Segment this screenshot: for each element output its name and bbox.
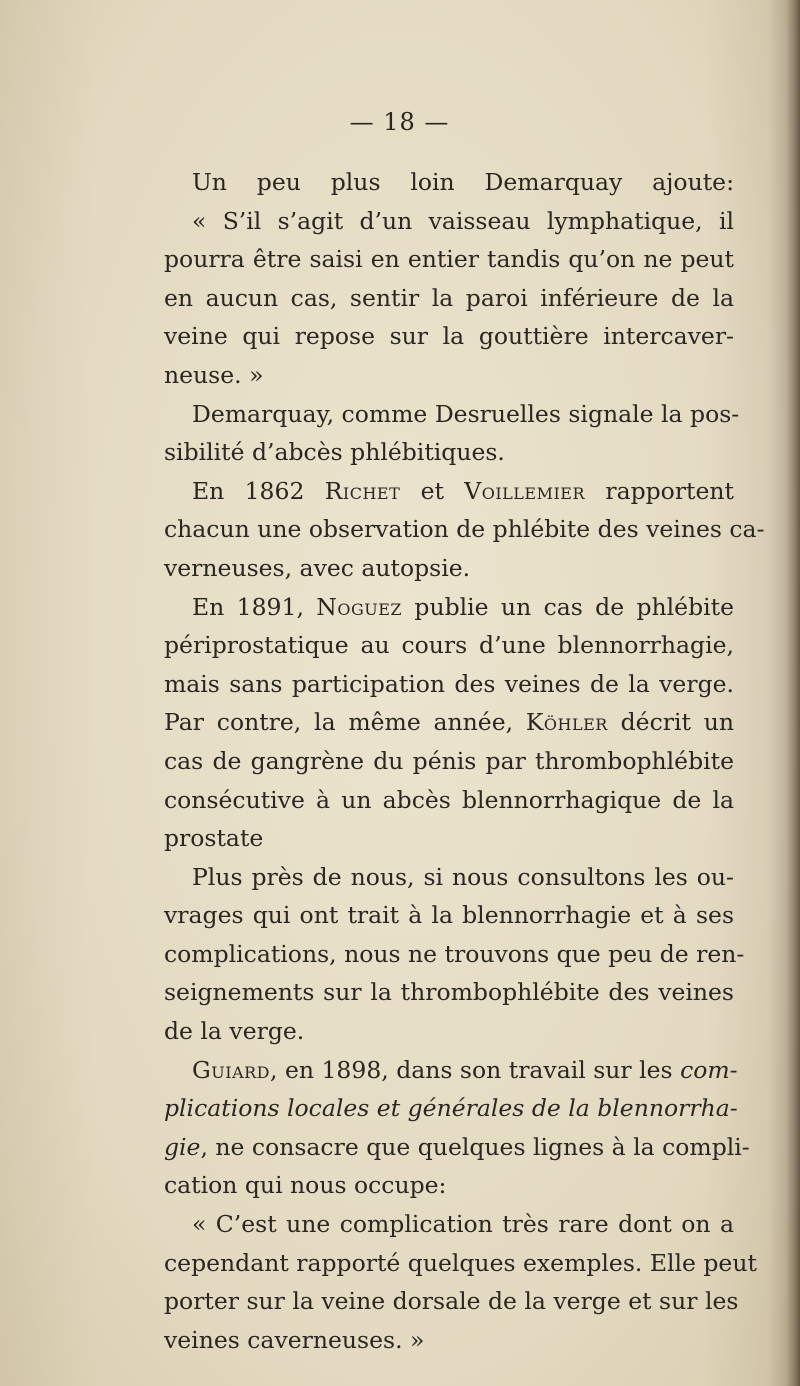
text-span: mais sans participation des veines de la verge. [164, 669, 734, 698]
text-span: veines caverneuses. » [164, 1325, 425, 1354]
text-span: « C’est une complication très rare dont on a [192, 1210, 734, 1239]
text-line [164, 665, 734, 704]
text-line [164, 1128, 750, 1167]
text-span: prostate [164, 824, 264, 853]
text-line [164, 395, 740, 434]
text-span: seignements sur la thrombophlébite des veines [164, 978, 734, 1007]
text-line [164, 896, 734, 935]
text-span: neuse. » [164, 360, 264, 389]
text-span: de la verge. [164, 1017, 305, 1046]
text-span: cas de gangrène du pénis par thrombophlébite [164, 746, 734, 775]
text-span: décrit un [607, 708, 734, 737]
text-span: porter sur la veine dorsale de la verge et sur les [164, 1287, 739, 1316]
book-title: plications locales et générales de la blennorrha- [164, 1094, 738, 1123]
text-line [164, 1321, 734, 1360]
text-span: vrages qui ont trait à la blennorrhagie et à ses [164, 901, 734, 930]
text-span: rapportent [585, 476, 734, 505]
text-span: Par contre, la même année, [164, 708, 526, 737]
text-line [164, 202, 734, 241]
text-line [164, 1244, 757, 1283]
text-span: Demarquay, comme Desruelles signale la pos- [192, 399, 740, 428]
author-name: Noguez [316, 592, 403, 621]
text-span: Plus près de nous, si nous consultons les ou- [192, 862, 734, 891]
text-span: en aucun cas, sentir la paroi inférieure de la [164, 283, 734, 312]
text-line [164, 433, 734, 472]
text-span: verneuses, avec autopsie. [164, 553, 471, 582]
text-line [164, 1282, 739, 1321]
text-line [164, 1166, 734, 1205]
text-line [164, 1205, 734, 1244]
text-line [164, 935, 745, 974]
text-line [164, 356, 734, 395]
book-title: gie [164, 1132, 201, 1161]
text-line [164, 703, 734, 742]
text-span: Un peu plus loin Demarquay ajoute: [192, 168, 734, 196]
text-span: , en 1898, dans son travail sur les [270, 1055, 681, 1084]
book-title: com- [680, 1055, 738, 1084]
text-line [164, 240, 734, 279]
text-span: cependant rapporté quelques exemples. Elle peut [164, 1248, 757, 1277]
text-span: En 1862 [192, 476, 325, 505]
author-name: Guiard [192, 1055, 271, 1084]
text-span: publie un cas de phlébite [402, 592, 734, 621]
author-name: Köhler [525, 708, 608, 737]
text-line [164, 549, 734, 588]
text-span: consécutive à un abcès blennorrhagique de la [164, 785, 734, 814]
text-line [164, 781, 734, 820]
body-text [164, 163, 765, 1359]
page-binding-edge [786, 0, 800, 1386]
text-span: chacun une observation de phlébite des veines ca- [164, 515, 765, 544]
text-span: cation qui nous occupe: [164, 1171, 447, 1200]
text-span: veine qui repose sur la gouttière intercaver- [164, 322, 734, 351]
text-line [164, 510, 765, 549]
author-name: Voillemier [464, 476, 586, 505]
text-line [164, 588, 734, 627]
text-span: périprostatique au cours d’une blennorrhagie, [164, 631, 734, 660]
text-span: , ne consacre que quelques lignes à la compli- [200, 1132, 750, 1161]
text-span: et [400, 476, 465, 505]
page-number: — 18 — [349, 108, 450, 136]
text-line [164, 163, 734, 202]
text-span: « S’il s’agit d’un vaisseau lymphatique, il [192, 206, 734, 235]
text-line [164, 317, 734, 356]
text-line [164, 858, 734, 897]
text-line [164, 742, 734, 781]
text-line [164, 973, 734, 1012]
text-line [164, 279, 734, 318]
text-span: complications, nous ne trouvons que peu de ren- [164, 939, 745, 968]
author-name: Richet [324, 476, 401, 505]
text-line [164, 626, 734, 665]
text-line [164, 819, 734, 858]
text-span: En 1891, [192, 592, 317, 621]
text-line [164, 1012, 734, 1051]
text-line [164, 472, 734, 511]
text-span: pourra être saisi en entier tandis qu’on ne peut [164, 245, 734, 274]
text-span: sibilité d’abcès phlébitiques. [164, 438, 505, 467]
text-line [164, 1051, 738, 1090]
text-line [164, 1089, 738, 1128]
